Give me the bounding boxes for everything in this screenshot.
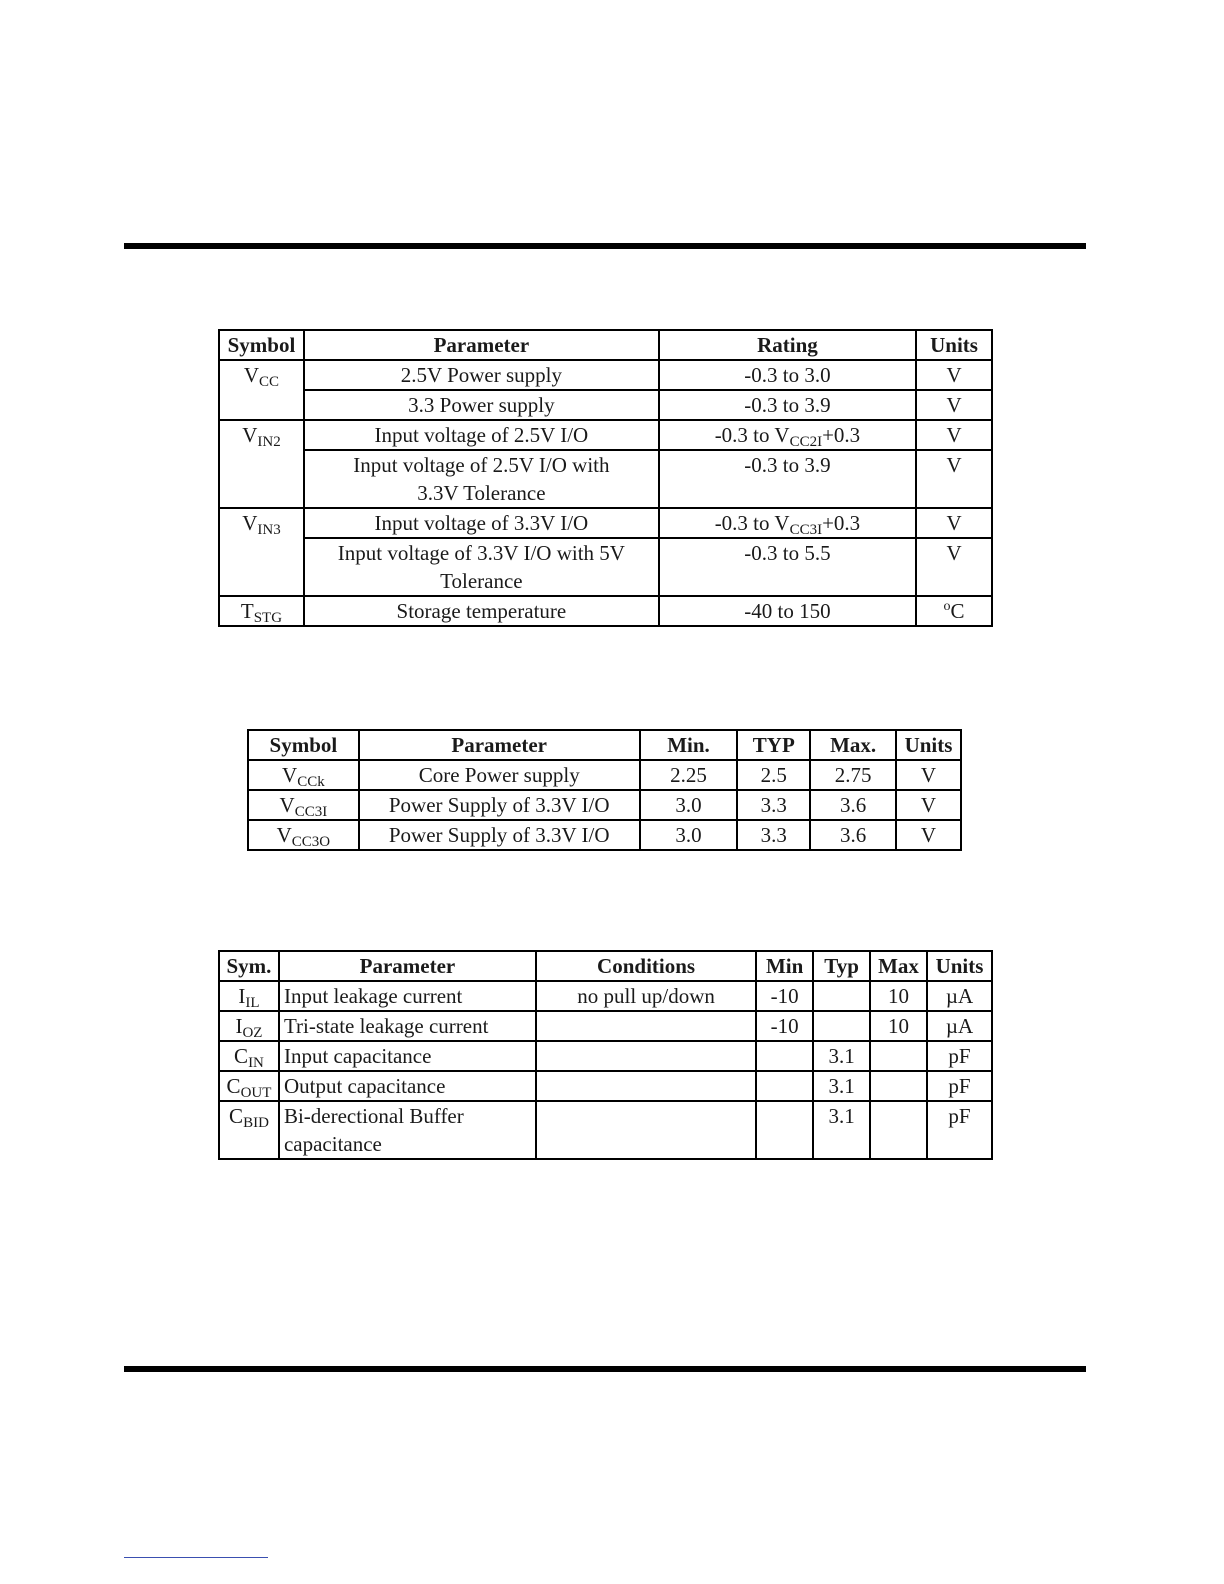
symbol-cell: $C_{BID}$: [219, 1101, 279, 1159]
table-header-row: [219, 330, 992, 360]
typ-cell: 2.5: [737, 760, 810, 790]
min-cell: 3.0: [640, 820, 738, 850]
col-header-parameter: Parameter: [279, 951, 536, 981]
parameter-cell: Input leakage current: [279, 981, 536, 1011]
table-row: [219, 420, 992, 450]
typ-cell: 3.1: [813, 1041, 870, 1071]
col-header-parameter: Parameter: [359, 730, 640, 760]
rating-cell: -0.3 to 5.5: [659, 538, 916, 596]
col-header-sym: Sym.: [219, 951, 279, 981]
table-row: [219, 1071, 992, 1101]
typ-cell: 3.1: [813, 1101, 870, 1159]
dc-characteristics-table: [218, 950, 993, 1160]
rating-cell: -0.3 to 3.0: [659, 360, 916, 390]
typ-cell: 3.3: [737, 820, 810, 850]
table-row: [248, 790, 961, 820]
parameter-cell: Input capacitance: [279, 1041, 536, 1071]
symbol-cell: $V_{IN3}$: [219, 508, 304, 538]
min-cell: [756, 1101, 813, 1159]
min-cell: 3.0: [640, 790, 738, 820]
conditions-cell: no pull up/down: [536, 981, 756, 1011]
units-cell: V: [896, 790, 961, 820]
min-cell: -10: [756, 981, 813, 1011]
parameter-cell: Storage temperature: [304, 596, 659, 626]
footer-rule: [124, 1366, 1086, 1372]
max-cell: 10: [870, 1011, 927, 1041]
units-cell: V: [896, 760, 961, 790]
col-header-symbol: Symbol: [219, 330, 304, 360]
parameter-cell: Power Supply of 3.3V I/O: [359, 790, 640, 820]
units-cell: $^o$C: [916, 596, 992, 626]
typ-cell: 3.1: [813, 1071, 870, 1101]
parameter-cell: Input voltage of 2.5V I/O with 3.3V Tolerance: [304, 450, 659, 508]
units-cell: pF: [927, 1041, 992, 1071]
rating-cell: -0.3 to 3.9: [659, 450, 916, 508]
footer-link-underline: [124, 1557, 268, 1558]
symbol-cell: $I_{IL}$: [219, 981, 279, 1011]
symbol-cell: $I_{OZ}$: [219, 1011, 279, 1041]
max-cell: 3.6: [810, 790, 896, 820]
col-header-symbol: Symbol: [248, 730, 359, 760]
units-cell: V: [916, 508, 992, 538]
conditions-cell: [536, 1071, 756, 1101]
parameter-cell: 3.3 Power supply: [304, 390, 659, 420]
conditions-cell: [536, 1041, 756, 1071]
max-cell: [870, 1041, 927, 1071]
symbol-cell: $V_{CC3I}$: [248, 790, 359, 820]
units-cell: V: [916, 360, 992, 390]
parameter-cell: Bi-derectional Buffer capacitance: [279, 1101, 536, 1159]
table-row: [219, 450, 992, 508]
parameter-cell: Output capacitance: [279, 1071, 536, 1101]
absolute-max-ratings-table: [218, 329, 993, 627]
typ-cell: [813, 981, 870, 1011]
col-header-parameter: Parameter: [304, 330, 659, 360]
col-header-rating: Rating: [659, 330, 916, 360]
symbol-cell: $V_{CC}$: [219, 360, 304, 390]
rating-cell: -40 to 150: [659, 596, 916, 626]
symbol-cell: $V_{IN2}$: [219, 420, 304, 450]
header-rule: [124, 243, 1086, 249]
units-cell: V: [896, 820, 961, 850]
col-header-units: Units: [927, 951, 992, 981]
units-cell: V: [916, 450, 992, 508]
table-row: [248, 760, 961, 790]
conditions-cell: [536, 1101, 756, 1159]
parameter-cell: 2.5V Power supply: [304, 360, 659, 390]
units-cell: pF: [927, 1071, 992, 1101]
units-cell: V: [916, 390, 992, 420]
units-cell: µA: [927, 981, 992, 1011]
max-cell: [870, 1101, 927, 1159]
col-header-conditions: Conditions: [536, 951, 756, 981]
min-cell: [756, 1041, 813, 1071]
parameter-cell: Input voltage of 3.3V I/O: [304, 508, 659, 538]
conditions-cell: [536, 1011, 756, 1041]
table-row: [248, 820, 961, 850]
table-row: [219, 1041, 992, 1071]
typ-cell: 3.3: [737, 790, 810, 820]
units-cell: V: [916, 538, 992, 596]
col-header-max: Max: [870, 951, 927, 981]
symbol-cell: $V_{CCk}$: [248, 760, 359, 790]
symbol-cell: $T_{STG}$: [219, 596, 304, 626]
units-cell: V: [916, 420, 992, 450]
symbol-cell: [219, 538, 304, 596]
col-header-typ: TYP: [737, 730, 810, 760]
col-header-typ: Typ: [813, 951, 870, 981]
col-header-units: Units: [896, 730, 961, 760]
table-row: [219, 1101, 992, 1159]
max-cell: 2.75: [810, 760, 896, 790]
parameter-cell: Input voltage of 2.5V I/O: [304, 420, 659, 450]
units-cell: µA: [927, 1011, 992, 1041]
table-row: [219, 360, 992, 390]
parameter-cell: Power Supply of 3.3V I/O: [359, 820, 640, 850]
table-row: [219, 508, 992, 538]
rating-cell: -0.3 to $V_{CC2I}+0.3$: [659, 420, 916, 450]
units-cell: pF: [927, 1101, 992, 1159]
col-header-min: Min: [756, 951, 813, 981]
symbol-cell: [219, 390, 304, 420]
table-row: [219, 390, 992, 420]
table-row: [219, 981, 992, 1011]
table-header-row: [219, 951, 992, 981]
rating-cell: -0.3 to $V_{CC3I}+0.3$: [659, 508, 916, 538]
col-header-max: Max.: [810, 730, 896, 760]
parameter-cell: Tri-state leakage current: [279, 1011, 536, 1041]
min-cell: -10: [756, 1011, 813, 1041]
min-cell: [756, 1071, 813, 1101]
col-header-min: Min.: [640, 730, 738, 760]
typ-cell: [813, 1011, 870, 1041]
min-cell: 2.25: [640, 760, 738, 790]
max-cell: [870, 1071, 927, 1101]
max-cell: 3.6: [810, 820, 896, 850]
parameter-cell: Core Power supply: [359, 760, 640, 790]
symbol-cell: $C_{OUT}$: [219, 1071, 279, 1101]
table-row: [219, 1011, 992, 1041]
rating-cell: -0.3 to 3.9: [659, 390, 916, 420]
table-header-row: [248, 730, 961, 760]
parameter-cell: Input voltage of 3.3V I/O with 5V Tolerance: [304, 538, 659, 596]
symbol-cell: $C_{IN}$: [219, 1041, 279, 1071]
symbol-cell: $V_{CC3O}$: [248, 820, 359, 850]
table-row: [219, 538, 992, 596]
col-header-units: Units: [916, 330, 992, 360]
operating-conditions-table: [247, 729, 962, 851]
table-row: [219, 596, 992, 626]
symbol-cell: [219, 450, 304, 508]
max-cell: 10: [870, 981, 927, 1011]
